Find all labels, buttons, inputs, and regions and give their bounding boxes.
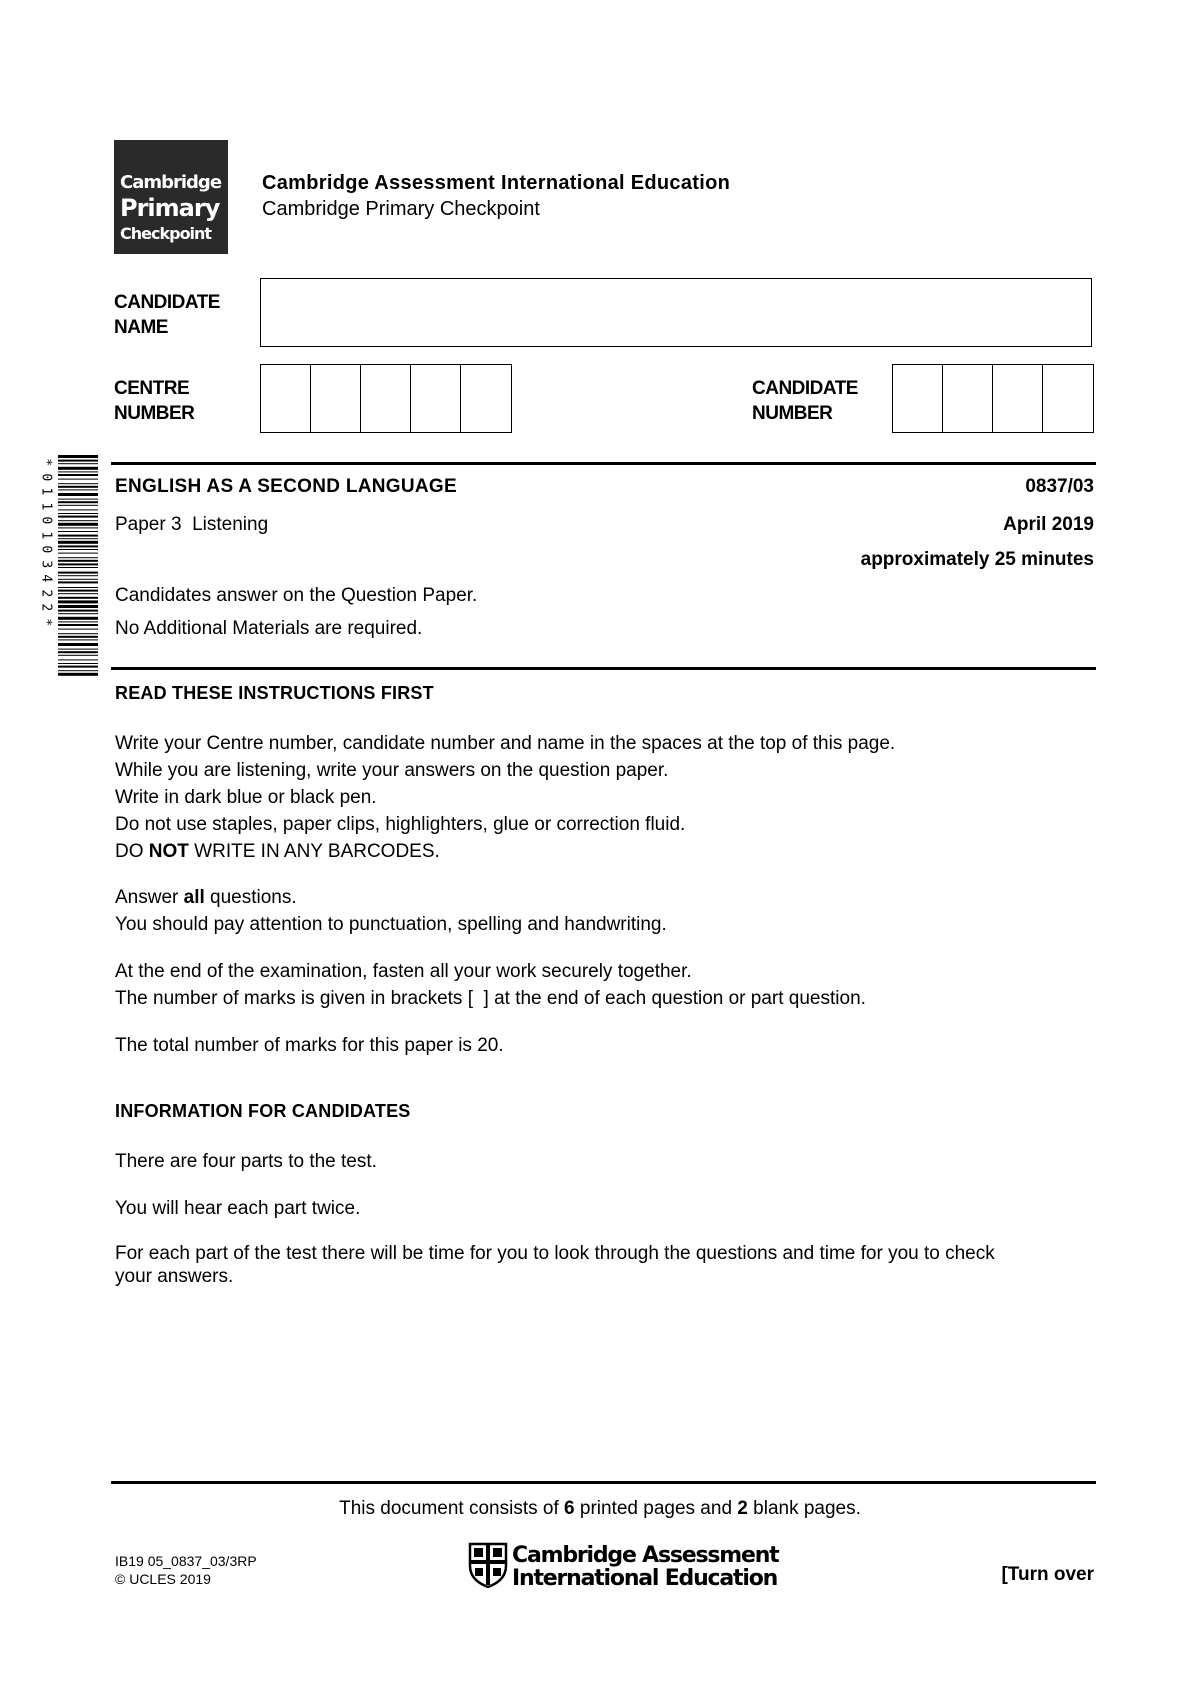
candidate-number-label [752,376,858,426]
answer-bold: all [183,887,205,908]
instructions-block-1 [115,730,1075,865]
pages-blank: 2 [737,1498,748,1519]
barcode-warning [115,838,1075,865]
candidate-number-label-line1: CANDIDATE [752,378,858,399]
instruction-line: Do not use staples, paper clips, highlighters, glue or correction fluid. [115,814,686,835]
instruction-line: While you are listening, write your answers on the question paper. [115,760,669,781]
barcode-bar [58,597,98,599]
barcode-bar [58,629,98,630]
centre-number-digit-box[interactable] [261,365,311,432]
pages-mid: printed pages and [574,1498,738,1519]
turn-over: [Turn over [1001,1564,1094,1585]
pages-pre: This document consists of [339,1498,565,1519]
barcode-bar [58,633,98,634]
barcode-warning-pre: DO [115,841,149,862]
cambridge-assessment-logo-text [512,1544,778,1590]
paper-code: 0837/03 [1025,476,1094,497]
barcode-char: 2 [38,603,54,612]
barcode-bar [58,520,98,521]
centre-number-label-line1: CENTRE [114,378,190,399]
attention-line: You should pay attention to punctuation, spelling and handwriting. [115,914,667,935]
copyright: © UCLES 2019 [115,1571,211,1587]
centre-number-digit-box[interactable] [461,365,511,432]
barcode-bar [58,560,98,562]
barcode-bar [58,499,98,500]
materials-note: No Additional Materials are required. [115,618,423,639]
barcode-bar [58,655,98,656]
barcode-bar [58,553,98,554]
barcode-bar [58,613,98,614]
barcode-bar [58,531,98,532]
barcode-warning-post: WRITE IN ANY BARCODES. [188,841,440,862]
barcode-bar [58,643,98,646]
logo-line-1: Cambridge [120,172,222,193]
barcode-bar [58,493,98,496]
total-marks: The total number of marks for this paper is 20. [115,1035,504,1056]
barcode-bar [58,649,98,650]
answer-note: Candidates answer on the Question Paper. [115,585,478,606]
paper-title: Paper 3 Listening [115,514,269,535]
cambridge-primary-checkpoint-logo [114,140,228,254]
instruction-line: The number of marks is given in brackets [ ] at the end of each question or part question. [115,988,866,1009]
barcode-bar [58,516,98,518]
barcode-bar [58,590,98,592]
centre-number-label-line2: NUMBER [114,403,195,424]
barcode-char: 1 [38,501,54,510]
logo-line-2: Primary [120,194,220,222]
answer-all-line [115,884,1075,911]
instruction-line: Write your Centre number, candidate number and name in the spaces at the top of this page. [115,733,896,754]
barcode-bar [58,463,98,464]
barcode-bar [58,471,98,472]
barcode-char: * [38,458,54,467]
answer-post: questions. [204,887,297,908]
barcode-bar [58,593,98,594]
page-count-note [0,1498,1200,1520]
centre-number-digit-box[interactable] [361,365,411,432]
instructions-heading: READ THESE INSTRUCTIONS FIRST [115,683,434,703]
barcode-bar [58,467,98,470]
barcode-bar [58,535,98,537]
barcode-bar [58,670,98,671]
barcode-bar [58,557,98,558]
candidate-name-label-line1: CANDIDATE [114,292,220,313]
barcode-char: 2 [38,588,54,597]
barcode-bar [58,479,98,480]
candidate-number-digit-box[interactable] [893,365,943,432]
barcode-bar [58,567,98,568]
barcode-bar [58,636,98,638]
candidate-number-digit-box[interactable] [993,365,1043,432]
candidate-number-digit-box[interactable] [943,365,993,432]
cambridge-shield-icon [468,1542,508,1588]
organisation-name: Cambridge Assessment International Education [262,172,731,194]
answer-pre: Answer [115,887,184,908]
barcode-bar [58,509,98,510]
info-time-line2: your answers. [115,1266,234,1287]
barcode-bar [58,545,98,547]
barcode-char: 0 [38,516,54,525]
barcode-warning-bold: NOT [148,841,189,862]
barcode-bar [58,489,98,490]
barcode-bar [58,605,98,608]
barcode-bar [58,663,98,664]
barcode-char: 0 [38,472,54,481]
barcode-bar [58,505,98,506]
divider-bottom [111,1481,1096,1484]
barcode-bar [58,587,98,588]
candidate-name-label-line2: NAME [114,317,168,338]
barcode [58,455,98,677]
barcode-bar [58,541,98,544]
candidate-name-label [114,290,220,340]
barcode-bar [58,460,98,462]
barcode-bar [58,651,98,653]
barcode-bar [58,659,98,660]
paper-duration: approximately 25 minutes [860,549,1094,570]
pages-printed: 6 [564,1498,575,1519]
barcode-bar [58,572,98,574]
barcode-bar [58,666,98,668]
barcode-bar [58,513,98,514]
info-twice: You will hear each part twice. [115,1198,361,1219]
candidate-number-label-line2: NUMBER [752,403,833,424]
doc-code: IB19 05_0837_03/3RP [115,1553,257,1569]
barcode-char: 4 [38,574,54,583]
divider-middle [111,667,1096,670]
barcode-bar [58,486,98,488]
barcode-bar [58,624,98,626]
barcode-char: 1 [38,487,54,496]
barcode-bar [58,617,98,620]
instructions-block-2 [115,884,1075,938]
footer-logo-line2: International Education [512,1566,778,1591]
centre-number-label [114,376,194,426]
candidate-number-digit-box[interactable] [1043,365,1093,432]
information-heading: INFORMATION FOR CANDIDATES [115,1101,411,1121]
organisation-subtitle: Cambridge Primary Checkpoint [262,198,540,220]
subject-title: ENGLISH AS A SECOND LANGUAGE [115,476,457,497]
info-time-line1: For each part of the test there will be time for you to look through the questions and time for you to check [115,1243,995,1264]
barcode-bar [58,455,98,458]
barcode-bar [58,483,98,484]
barcode-bar [58,610,98,612]
barcode-bar [58,639,98,640]
barcode-bar [58,549,98,550]
barcode-bar [58,538,98,539]
centre-number-digit-box[interactable] [311,365,361,432]
instruction-line: At the end of the examination, fasten all your work securely together. [115,961,692,982]
instruction-line: Write in dark blue or black pen. [115,787,377,808]
barcode-bar [58,563,98,565]
barcode-bar [58,579,98,580]
centre-number-digit-box[interactable] [411,365,461,432]
barcode-bar [58,523,98,526]
barcode-bar [58,581,98,583]
divider-top [111,462,1096,465]
barcode-text [38,455,52,629]
barcode-bar [58,600,98,603]
barcode-char: 0 [38,545,54,554]
candidate-number-boxes [892,364,1094,433]
barcode-bar [58,501,98,503]
barcode-bar [58,474,98,476]
footer-logo-line1: Cambridge Assessment [512,1543,779,1568]
centre-number-boxes [260,364,512,433]
instructions-block-3 [115,958,1075,1012]
pages-post: blank pages. [747,1498,861,1519]
barcode-bar [58,527,98,528]
paper-date: April 2019 [1003,514,1094,535]
barcode-bar [58,621,98,622]
info-parts: There are four parts to the test. [115,1151,377,1172]
footer-doc-info [115,1552,257,1588]
barcode-bar [58,575,98,576]
logo-line-3: Checkpoint [120,224,212,243]
barcode-char: 1 [38,530,54,539]
barcode-bar [58,673,98,676]
info-time [115,1242,1075,1288]
barcode-char: * [38,617,54,626]
candidate-name-field[interactable] [260,278,1092,347]
barcode-char: 3 [38,559,54,568]
